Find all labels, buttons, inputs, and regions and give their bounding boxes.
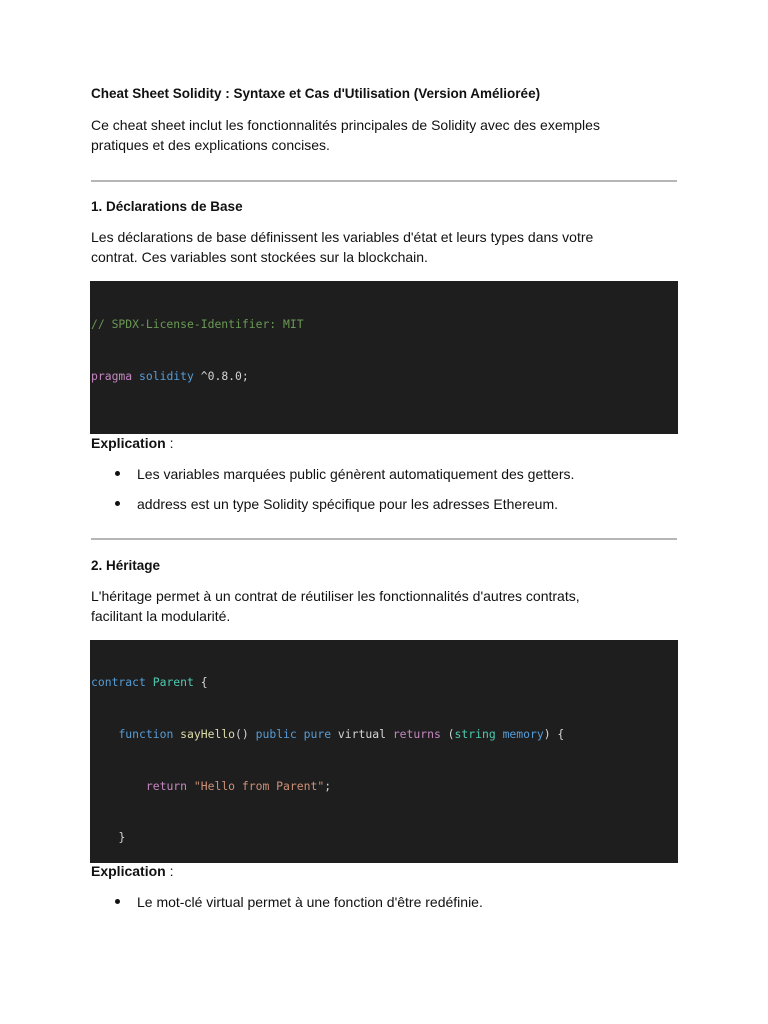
code-block-1 <box>90 281 678 434</box>
code-token: returns <box>392 727 441 741</box>
code-token: { <box>193 675 208 690</box>
bullet-text: Le mot-clé virtual permet à une fonction d'être redéfinie. <box>137 894 483 910</box>
code-token: ^0.8.0; <box>193 369 249 383</box>
code-token: () <box>235 727 256 741</box>
section-1-bullet-2 <box>115 496 558 512</box>
divider-1 <box>91 180 677 182</box>
code-token: public <box>255 727 297 741</box>
intro-line-1: Ce cheat sheet inclut les fonctionnalités principales de Solidity avec des exemples <box>91 117 600 133</box>
code-token: contract <box>91 675 146 690</box>
section-2-paragraph <box>91 586 661 626</box>
bullet-text: Les variables marquées public génèrent automatiquement des getters. <box>137 466 575 482</box>
code-token: pragma <box>91 369 133 383</box>
divider-2 <box>91 538 677 540</box>
explication-label: Explication <box>91 863 166 879</box>
bullet-icon <box>115 899 120 904</box>
code-token: return <box>145 778 188 793</box>
section-1-heading: 1. Déclarations de Base <box>91 199 243 214</box>
code-token: solidity <box>139 369 194 383</box>
code-token: Parent <box>152 675 194 690</box>
code-token: ( <box>440 727 455 741</box>
section-1-line-1: Les déclarations de base définissent les variables d'état et leurs types dans votre <box>91 229 594 245</box>
intro-paragraph <box>91 115 661 155</box>
section-2-line-2: facilitant la modularité. <box>91 608 231 624</box>
section-1-paragraph <box>91 227 661 267</box>
code-token: ) { <box>543 727 565 741</box>
code-token: ; <box>324 778 332 793</box>
section-2-heading: 2. Héritage <box>91 558 161 573</box>
explication-label: Explication <box>91 435 166 451</box>
document-title: Cheat Sheet Solidity : Syntaxe et Cas d'Utilisation (Version Améliorée) <box>91 86 541 101</box>
section-1-bullet-1 <box>115 466 574 482</box>
code-token: virtual <box>331 727 393 741</box>
section-2-line-1: L'héritage permet à un contrat de réutiliser les fonctionnalités d'autres contrats, <box>91 588 580 604</box>
intro-line-2: pratiques et des explications concises. <box>91 137 330 153</box>
code-token: memory <box>502 727 544 741</box>
section-1-line-2: contrat. Ces variables sont stockées sur la blockchain. <box>91 249 428 265</box>
bullet-icon <box>115 471 120 476</box>
code-comment: // SPDX-License-Identifier: MIT <box>91 317 304 332</box>
code-token: string <box>454 727 496 741</box>
section-1-explication <box>91 435 173 451</box>
bullet-text: address est un type Solidity spécifique pour les adresses Ethereum. <box>137 496 559 512</box>
explication-colon: : <box>165 863 174 879</box>
code-token: } <box>118 830 126 845</box>
code-token: pure <box>303 727 332 741</box>
section-2-bullet-1 <box>115 894 483 910</box>
code-token: function <box>118 727 174 741</box>
code-string: "Hello from Parent" <box>193 778 325 793</box>
section-2-explication <box>91 863 173 879</box>
code-token: sayHello <box>180 727 236 741</box>
bullet-icon <box>115 501 120 506</box>
explication-colon: : <box>165 435 174 451</box>
code-block-2 <box>90 640 678 863</box>
